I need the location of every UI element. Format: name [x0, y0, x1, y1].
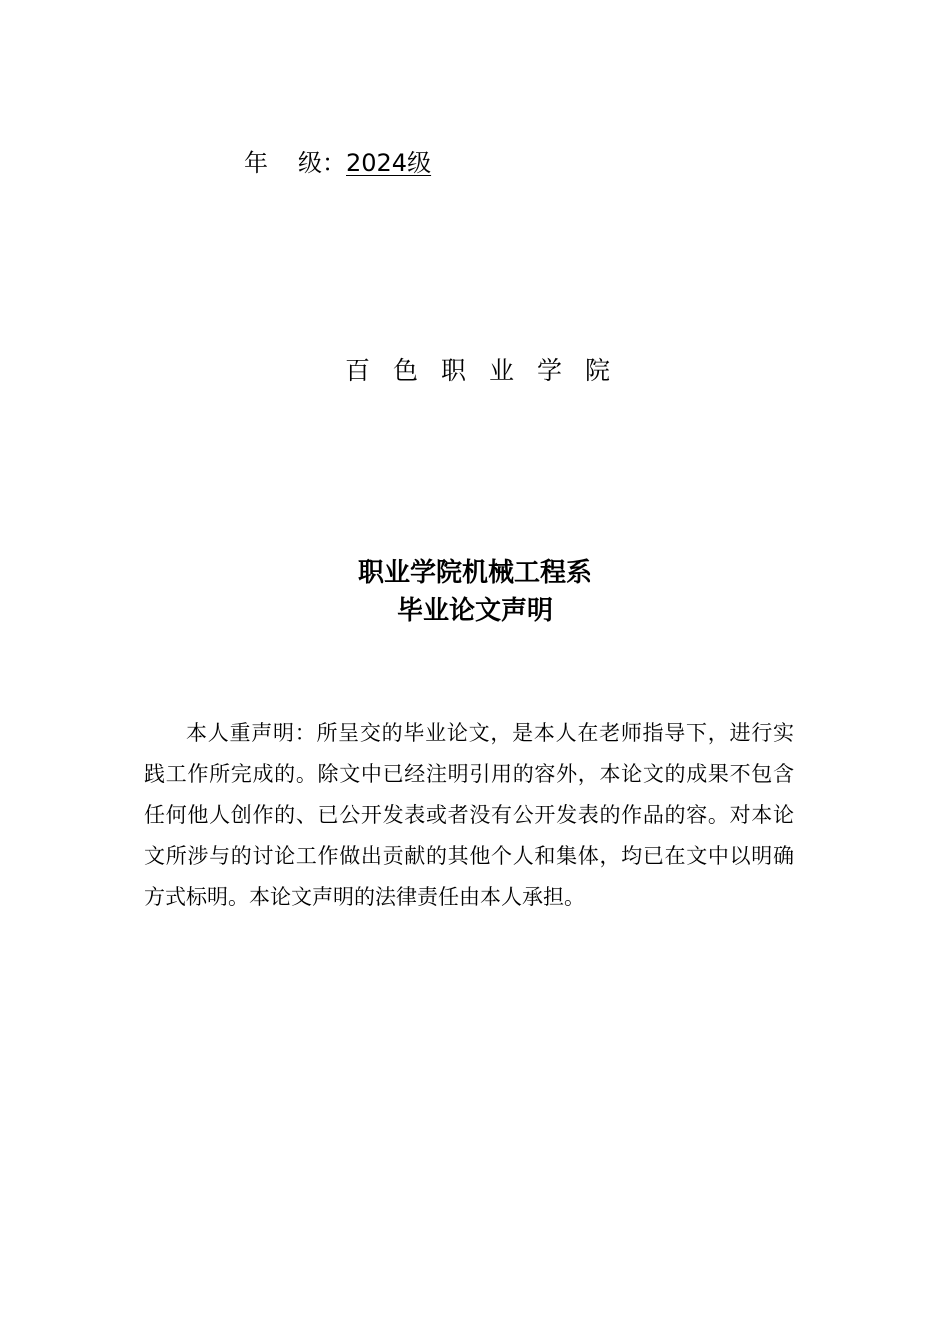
title-line-1: 职业学院机械工程系 — [357, 558, 592, 588]
declaration-paragraph: 本人重声明：所呈交的毕业论文，是本人在老师指导下，进行实践工作所完成的。除文中已经注明引用的容外，本论文的成果不包含任何他人创作的、已公开发表或者没有公开发表的作品的容。对本论文所涉与的讨论工作做出贡献的其他个人和集体，均已在文中以明确方式标明。本论文声明的法律责任由本人承担。 — [144, 721, 794, 909]
grade-value: 2024级 — [346, 149, 432, 177]
institution-name: 百色职业学院 — [344, 356, 633, 385]
document-title — [0, 554, 950, 630]
grade-label — [244, 149, 346, 177]
grade-label-char-2: 级 — [298, 149, 322, 177]
title-line-2: 毕业论文声明 — [396, 596, 553, 626]
grade-colon: ： — [322, 149, 346, 177]
grade-label-char-1: 年 — [244, 149, 268, 177]
grade-line — [244, 146, 431, 180]
